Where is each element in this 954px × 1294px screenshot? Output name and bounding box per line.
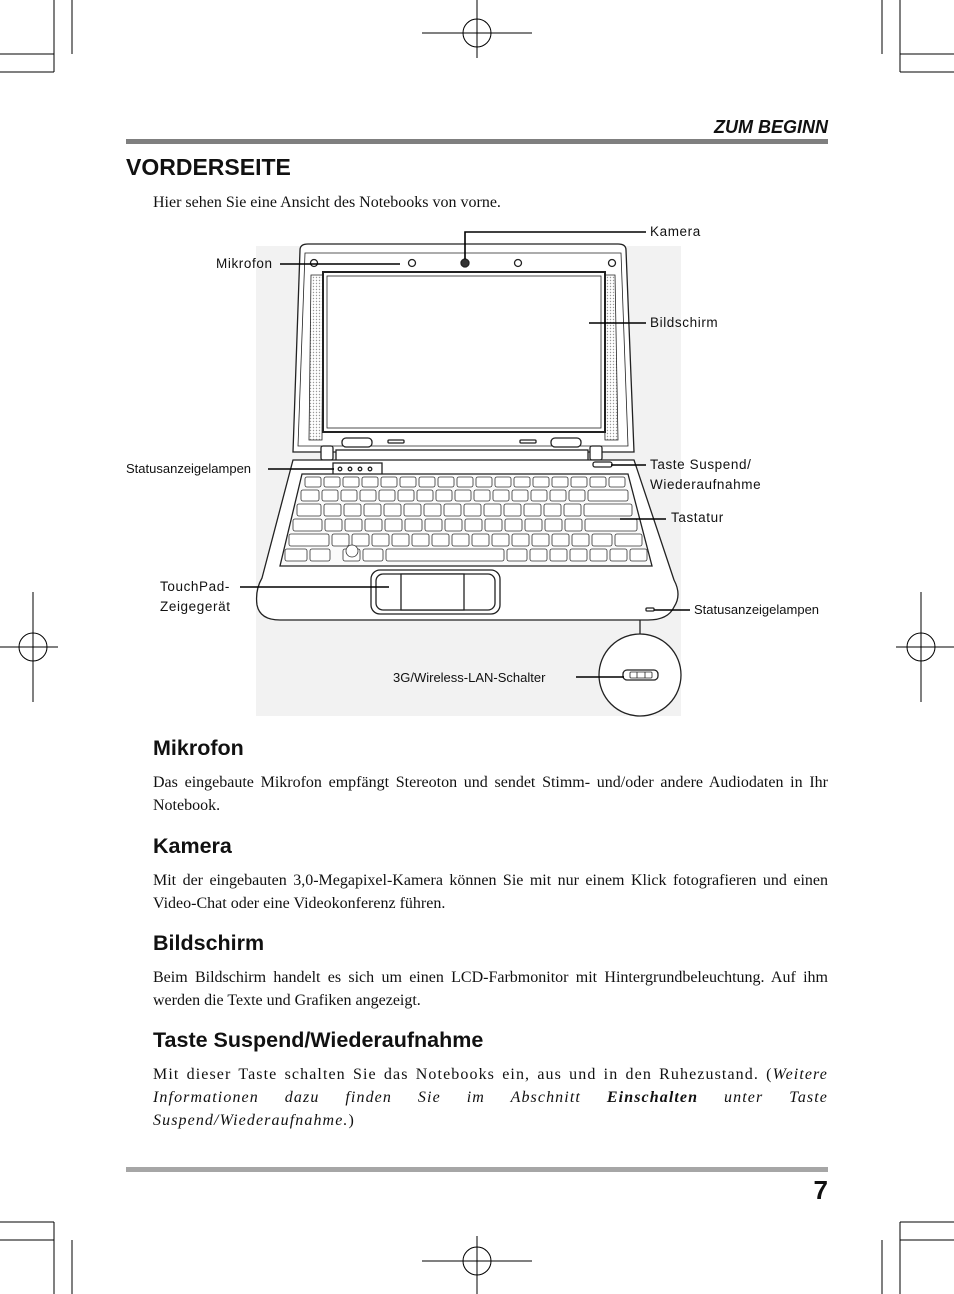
body-close: ): [348, 1112, 355, 1129]
section-bildschirm: [153, 931, 828, 1012]
section-body: Das eingebaute Mikrofon empfängt Stereoton und sendet Stimm- und/oder andere Audiodaten in Ihr Notebook.: [153, 774, 828, 814]
callout-touchpad-line1: TouchPad-: [160, 579, 230, 594]
callout-statusanzeigelampen-top: Statusanzeigelampen: [126, 461, 252, 476]
section-heading: Mikrofon: [153, 736, 244, 760]
section-heading: Taste Suspend/Wiederaufnahme: [153, 1028, 484, 1052]
callout-mikrofon: Mikrofon: [216, 256, 273, 271]
page-number: 7: [813, 1175, 828, 1205]
running-header: ZUM BEGINN: [714, 117, 828, 137]
callout-tastatur: Tastatur: [671, 510, 724, 525]
body-bold-italic-link: Einschalten: [606, 1089, 699, 1106]
section-taste-suspend: [153, 1028, 828, 1132]
callout-statusanzeigelampen-bottom: Statusanzeigelampen: [694, 602, 820, 617]
section-body: [153, 1063, 828, 1132]
section-mikrofon: [153, 736, 828, 817]
callout-taste-suspend-line1: Taste Suspend/: [650, 457, 752, 472]
page-title: VORDERSEITE: [126, 154, 291, 180]
section-heading: Bildschirm: [153, 931, 265, 955]
body-plain: Mit dieser Taste schalten Sie das Notebooks ein, aus und in den Ruhezustand. (: [153, 1066, 773, 1083]
callout-kamera: Kamera: [650, 224, 701, 239]
body-italic: Weitere Informationen dazu finden Sie im Abschnitt: [153, 1066, 828, 1106]
section-body: Mit der eingebauten 3,0-Megapixel-Kamera können Sie mit nur einem Klick fotografieren und einen Video-Chat oder eine Videokonferenz führen.: [153, 872, 828, 912]
section-heading: Kamera: [153, 834, 232, 858]
callout-taste-suspend-line2: Wiederaufnahme: [650, 477, 762, 492]
section-body: Beim Bildschirm handelt es sich um einen LCD-Farbmonitor mit Hintergrundbeleuchtung. Auf ihm werden die Texte und Grafiken angezeigt.: [153, 969, 828, 1009]
footer-rule: [126, 1167, 828, 1172]
callout-wireless-switch: 3G/Wireless-LAN-Schalter: [393, 670, 546, 685]
body-italic: unter Taste Suspend/Wiederaufnahme.: [153, 1089, 828, 1129]
callout-bildschirm: Bildschirm: [650, 315, 719, 330]
callout-touchpad-line2: Zeigegerät: [160, 599, 231, 614]
section-kamera: [153, 834, 828, 915]
intro-text: Hier sehen Sie eine Ansicht des Notebooks von vorne.: [153, 194, 501, 211]
